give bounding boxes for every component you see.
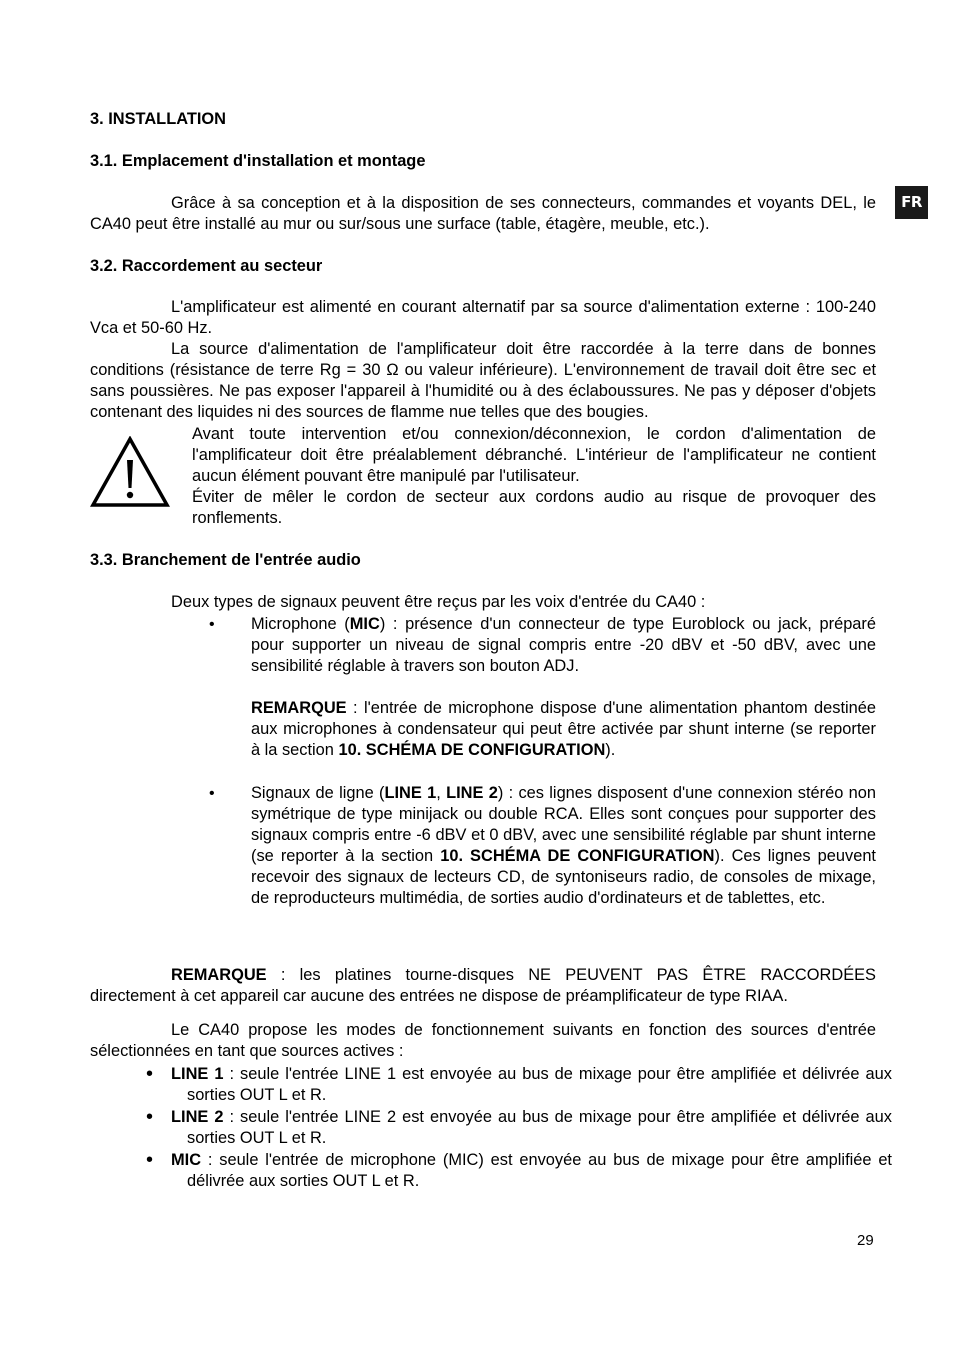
warning-text-ronflements: [192, 487, 876, 529]
mode-line2: [171, 1107, 892, 1149]
list-item-ligne: [251, 783, 876, 909]
remark-ref: 10. SCHÉMA DE CONFIGURATION: [338, 741, 606, 759]
paragraph-types-signaux: Deux types de signaux peuvent être reçus par les voix d'entrée du CA40 :: [171, 593, 706, 611]
mic-pre: Microphone (: [251, 615, 350, 633]
paragraph-emplacement: Grâce à sa conception et à la disposition de ses connecteurs, commandes et voyants DEL, le CA40 peut être installé au mur ou sur/sous une surface (table, étagère, meuble, etc.).: [90, 194, 876, 233]
line-ref: 10. SCHÉMA DE CONFIGURATION: [440, 847, 715, 865]
bullet-mode-mic: •: [146, 1149, 154, 1171]
line-desc: ) : ces lignes disposent d'une connexion stéréo non symétrique de type minijack ou double RCA. Elles sont conçues pour supporter des signaux compris entre -6 dBV et 0 dBV, avec une sensibilité réglable par shunt interne (se reporter à la section: [251, 784, 877, 865]
list-item-microphone: [251, 614, 876, 677]
page-number: 29: [857, 1232, 874, 1249]
mode-line2-label: LINE 2: [171, 1108, 224, 1126]
bullet-mode-line2: •: [146, 1106, 154, 1128]
mic-label: MIC: [349, 615, 380, 633]
remark-platines-label: REMARQUE: [171, 966, 267, 984]
paragraph-terre: La source d'alimentation de l'amplificateur doit être raccordée à la terre dans de bonnes conditions (résistance de terre Rg = 30 Ω ou valeur inférieure). L'environnement de travail doit être sec et sans poussières. Ne pas exposer l'appareil à l'humidité ou à des éclaboussures. Ne pas y déposer d'objets contenant des liquides ni des sources de flamme nue telles que des bougies.: [90, 340, 876, 421]
bullet-line: •: [209, 785, 215, 802]
section-heading-installation: 3. INSTALLATION: [90, 110, 226, 128]
line2-label: LINE 2: [446, 784, 498, 802]
remark-platines: [90, 965, 876, 1007]
remark-end: ).: [605, 741, 616, 759]
warning-ronflements-content: Éviter de mêler le cordon de secteur aux cordons audio au risque de provoquer des ronflements.: [192, 488, 876, 527]
mode-line2-text: : seule l'entrée LINE 2 est envoyée au bus de mixage pour être amplifiée et délivrée aux sorties OUT L et R.: [187, 1108, 892, 1147]
warning-text-debranchement: Avant toute intervention et/ou connexion/déconnexion, le cordon d'alimentation de l'amplificateur doit être préalablement débranché. L'intérieur de l'amplificateur ne contient aucun élément pouvant être manipulé par l'utilisateur.: [192, 425, 876, 485]
bullet-mic: •: [209, 616, 215, 633]
subheading-emplacement: 3.1. Emplacement d'installation et montage: [90, 152, 426, 170]
warning-triangle-icon: [90, 436, 170, 508]
mode-line1-text: : seule l'entrée LINE 1 est envoyée au bus de mixage pour être amplifiée et délivrée aux sorties OUT L et R.: [187, 1065, 892, 1104]
paragraph-modes: Le CA40 propose les modes de fonctionnement suivants en fonction des sources d'entrée sélectionnées en tant que sources actives :: [90, 1021, 876, 1060]
mode-line1-label: LINE 1: [171, 1065, 224, 1083]
remark-label: REMARQUE: [251, 699, 347, 717]
remark-phantom: [251, 698, 876, 761]
mode-line1: [171, 1064, 892, 1106]
line-sep: ,: [436, 784, 447, 802]
mode-mic: [171, 1150, 892, 1192]
remark-platines-text: : les platines tourne-disques NE PEUVENT PAS ÊTRE RACCORDÉES directement à cet appareil car aucune des entrées ne dispose de préamplificateur de type RIAA.: [90, 966, 876, 1005]
mode-mic-text: : seule l'entrée de microphone (MIC) est envoyée au bus de mixage pour être amplifiée et délivrée aux sorties OUT L et R.: [187, 1151, 892, 1190]
subheading-entree-audio: 3.3. Branchement de l'entrée audio: [90, 551, 361, 569]
bullet-mode-line1: •: [146, 1063, 154, 1085]
line-pre: Signaux de ligne (: [251, 784, 385, 802]
subheading-raccordement: 3.2. Raccordement au secteur: [90, 257, 323, 275]
line1-label: LINE 1: [384, 784, 437, 802]
paragraph-alimentation: L'amplificateur est alimenté en courant alternatif par sa source d'alimentation externe : 100-240 Vca et 50-60 Hz.: [90, 298, 876, 337]
language-tab: FR: [895, 186, 928, 219]
mic-desc: ) : présence d'un connecteur de type Euroblock ou jack, préparé pour supporter un niveau de signal compris entre -20 dBV et -50 dBV, avec une sensibilité réglable à travers son bouton ADJ.: [251, 615, 876, 675]
line-end: ). Ces lignes peuvent recevoir des signaux de lecteurs CD, de syntoniseurs radio, de consoles de mixage, de reproducteurs multimédia, de sorties audio d'ordinateurs et de tablettes, etc.: [251, 847, 876, 907]
mode-mic-label: MIC: [171, 1151, 202, 1169]
remark-text: : l'entrée de microphone dispose d'une alimentation phantom destinée aux microphones à condensateur qui peut être activée par shunt interne (se reporter à la section: [251, 699, 876, 759]
